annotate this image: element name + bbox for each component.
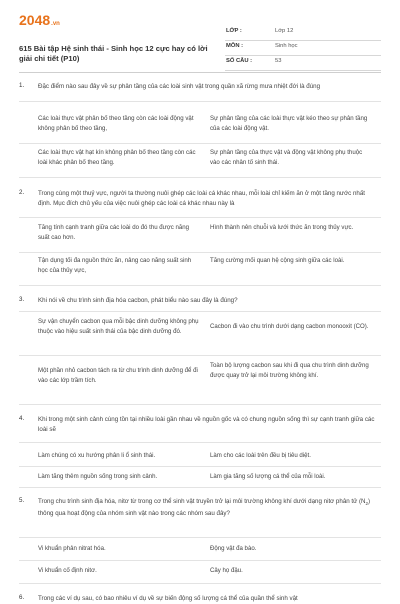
answer-option[interactable]: Các loài thực vật hạt kín không phân bố theo tầng còn các loài khác phân bố theo tầng.: [38, 149, 196, 166]
question-number: 5.: [19, 497, 25, 504]
answer-option[interactable]: Tăng tính cạnh tranh giữa các loài do đó thu được năng suất cao hơn.: [38, 224, 190, 241]
page-title: 615 Bài tập Hệ sinh thái - Sinh học 12 cực hay có lời giải chi tiết (P10): [19, 44, 208, 63]
answer-option[interactable]: Sự phân tầng của thực vật và động vật không phụ thuộc vào các nhân tố sinh thái.: [210, 149, 363, 166]
option-divider: [19, 285, 381, 286]
meta-row-count: [225, 56, 381, 71]
option-divider: [19, 252, 381, 253]
answer-option[interactable]: Cacbon đi vào chu trình dưới dạng cacbon monooxit (CO).: [210, 323, 369, 330]
question-number: 4.: [19, 415, 25, 422]
option-divider: [19, 560, 381, 561]
subscript: 2: [365, 501, 369, 507]
header-divider: [19, 72, 381, 73]
option-divider: [19, 177, 381, 178]
answer-option[interactable]: Cây họ đậu.: [210, 567, 243, 574]
answer-option[interactable]: Làm chúng có xu hướng phân li ổ sinh thái.: [38, 452, 156, 459]
option-divider: [19, 404, 381, 405]
question-text: Khi trong một sinh cảnh cùng tồn tại nhiều loài gần nhau về nguồn gốc và có chung nguồn sống thì sự cạnh tranh giữa các loài sẽ: [38, 416, 375, 433]
answer-option[interactable]: Sự phân tầng của các loài thực vật kéo theo sự phân tầng của các loài động vật.: [210, 115, 368, 132]
option-divider: [19, 487, 381, 488]
logo-suffix: .vn: [51, 21, 60, 27]
answer-option[interactable]: Vi khuẩn phản nitrat hóa.: [38, 545, 106, 552]
answer-option[interactable]: Tận dụng tối đa nguồn thức ăn, nâng cao năng suất sinh học của thủy vực,: [38, 257, 192, 274]
answer-option[interactable]: Làm tăng thêm nguồn sống trong sinh cảnh.: [38, 473, 158, 480]
answer-option[interactable]: Sự vận chuyển cacbon qua mỗi bậc dinh dưỡng không phụ thuộc vào hiệu suất sinh thái của bậc dinh dưỡng đó.: [38, 318, 199, 335]
question-text: Trong cùng một thuỷ vực, người ta thường nuôi ghép các loài cá khác nhau, mỗi loài chỉ kiếm ăn ở một tầng nước nhất định. Mục đích chủ yếu của việc nuôi ghép các loài cá khác nhau này là: [38, 190, 365, 207]
meta-value: Lớp 12: [275, 28, 294, 34]
meta-row-subject: [225, 41, 381, 56]
meta-key: MÔN :: [226, 43, 244, 49]
answer-option[interactable]: Tăng cường mối quan hệ cộng sinh giữa các loài.: [210, 257, 345, 264]
option-divider: [19, 537, 381, 538]
answer-option[interactable]: Một phần nhỏ cacbon tách ra từ chu trình dinh dưỡng để đi vào các lớp trầm tích.: [38, 367, 198, 384]
question-number: 1.: [19, 82, 25, 89]
option-divider: [19, 466, 381, 467]
option-divider: [19, 583, 381, 584]
answer-option[interactable]: Làm cho các loài trên đều bị tiêu diệt.: [210, 452, 311, 459]
meta-row-class: [225, 26, 381, 41]
question-text: [38, 497, 380, 519]
answer-option[interactable]: Làm gia tăng số lượng cá thể của mỗi loài.: [210, 473, 326, 480]
option-divider: [19, 442, 381, 443]
question-number: 3.: [19, 296, 25, 303]
question-text-part: Trong chu trình sinh địa hóa, nitơ từ trong cơ thể sinh vật truyền trở lại môi trường không khí dưới dạng nitơ phân tử (N: [38, 498, 366, 505]
option-divider: [19, 355, 381, 356]
option-divider: [19, 101, 381, 102]
question-text: Khi nói về chu trình sinh địa hóa cacbon, phát biểu nào sau đây là đúng?: [38, 297, 238, 304]
question-text-part: ) thông qua hoạt động của nhóm sinh vật nào trong các nhóm sau đây?: [38, 498, 371, 518]
meta-value: Sinh học: [275, 43, 298, 49]
meta-key: LỚP :: [226, 28, 242, 34]
answer-option[interactable]: Toàn bộ lượng cacbon sau khi đi qua chu trình dinh dưỡng được quay trở lại môi trường không khí.: [210, 362, 369, 379]
option-divider: [19, 217, 381, 218]
answer-option[interactable]: Động vật đa bào.: [210, 545, 257, 552]
question-number: 6.: [19, 594, 25, 601]
meta-table: [225, 26, 381, 71]
question-number: 2.: [19, 189, 25, 196]
site-logo[interactable]: [19, 12, 60, 28]
logo-text: 2048: [19, 12, 51, 28]
question-text: Trong các ví dụ sau, có bao nhiêu ví dụ về sự biến động số lượng cá thể của quần thể sinh vật: [38, 595, 298, 602]
answer-option[interactable]: Vi khuẩn cố định nitơ.: [38, 567, 97, 574]
meta-key: SỐ CÂU :: [226, 58, 253, 64]
option-divider: [19, 143, 381, 144]
question-text: Đặc điểm nào sau đây về sự phân tầng của các loài sinh vật trong quần xã rừng mưa nhiệt đới là đúng: [38, 83, 321, 90]
answer-option[interactable]: Các loài thực vật phân bố theo tầng còn các loài động vật không phân bố theo tầng,: [38, 115, 194, 132]
meta-value: 53: [275, 58, 282, 64]
answer-option[interactable]: Hình thành nên chuỗi và lưới thức ăn trong thủy vực.: [210, 224, 354, 231]
option-divider: [19, 311, 381, 312]
